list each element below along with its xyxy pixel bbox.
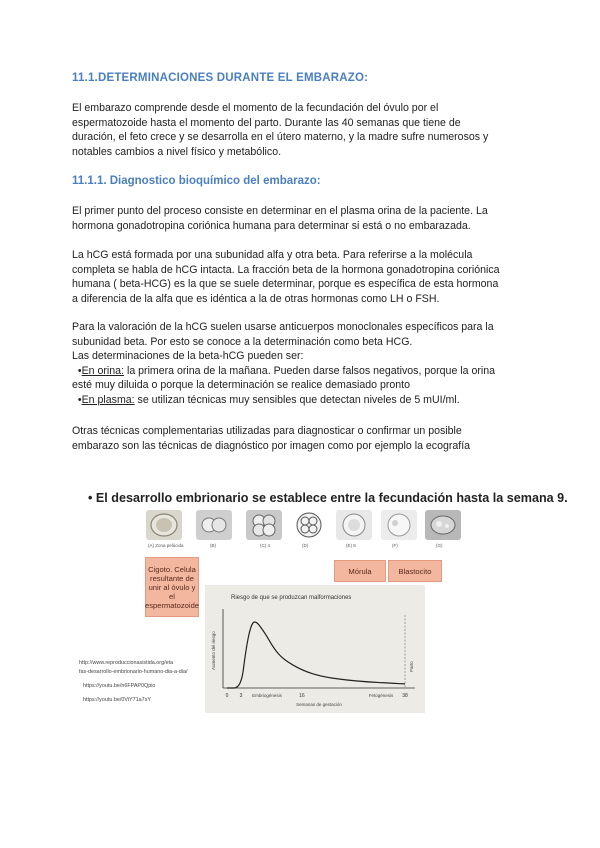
text-line: completa se habla de hCG intacta. La fracción beta de la hormona gonadotropina coriónica (72, 263, 500, 276)
paragraph-1 (72, 204, 530, 233)
reference-link[interactable]: http://www.reproduccionasistida.org/eta (79, 660, 174, 666)
embryo-stage-image (196, 510, 232, 540)
paragraph-4 (72, 424, 530, 453)
x-axis-label: Semanas de gestación (296, 702, 342, 707)
embryo-stage-image (291, 510, 327, 540)
embryo-stage-image (336, 510, 372, 540)
subsection-heading: 11.1.1. Diagnostico bioquímico del embarazo: (72, 175, 321, 187)
x-tick-label: 38 (402, 693, 408, 699)
text-line: Las determinaciones de la beta-hCG pueden ser: (72, 350, 304, 363)
text-line: embarazo son las técnicas de diagnóstico por imagen como por ejemplo la ecografía (72, 439, 471, 452)
text-line: hormona gonadotropina coriónica humana para determinar si está o no embarazada. (72, 219, 471, 232)
paragraph-2 (72, 248, 530, 306)
chart-title: Riesgo de que se produzcan malformaciones (231, 595, 352, 601)
text-line: notables cambios a nivel físico y metabólico. (72, 145, 282, 158)
figure-title: • El desarrollo embrionario se establece entre la fecundación hasta la semana 9. (88, 491, 568, 505)
parto-label: Parto (409, 661, 414, 672)
text-line: La hCG está formada por una subunidad alfa y otra beta. Para referirse a la molécula (72, 249, 473, 261)
blastocito-label-box: Blastocito (388, 560, 442, 582)
bullet-text: se utilizan técnicas muy sensibles que detectan niveles de 5 mUI/ml. (134, 393, 460, 406)
cigoto-label-box: Cigoto. Celula resultante de unir al óvulo y el espermatozoide (145, 557, 199, 617)
text-line: a diferencia de la alfa que es idéntica a la de otras hormonas como LH o FSH. (72, 292, 440, 305)
text-line: duración, el feto crece y se desarrolla en el útero materno, y la madre sufre numerosos y (72, 131, 489, 144)
text-line: espermatozoide hasta el momento del parto. Durante las 40 semanas que tiene de (72, 116, 461, 129)
text-line: esté muy diluida o porque la determinación se realice demasiado pronto (72, 379, 411, 392)
morula-label-box: Mórula (334, 560, 386, 582)
thumb-label: (E) 8 (346, 543, 356, 548)
reference-link[interactable]: https://youtu.be/n6FPAP0Qpio (83, 683, 156, 689)
bullet-orina: •En orina: la primera orina de la mañana. Pueden darse falsos negativos, porque la orina (72, 364, 496, 377)
thumb-label: (A) Zona pelúcida (148, 543, 184, 548)
region-label: Embriogénesis (252, 693, 282, 698)
thumb-label: (C) 4 (260, 543, 270, 548)
thumb-label: (B) (210, 543, 216, 548)
bullet-label: En plasma: (81, 393, 135, 406)
section-heading: 11.1.DETERMINACIONES DURANTE EL EMBARAZO: (72, 72, 369, 84)
thumb-label: (F) (392, 543, 398, 548)
x-tick-label: 16 (299, 693, 305, 699)
text-line: El primer punto del proceso consiste en determinar en el plasma orina de la paciente. La (72, 205, 488, 217)
paragraph-3 (72, 320, 530, 408)
thumb-label: (G) (436, 543, 443, 548)
text-line: humana ( beta-HCG) es la que se suele determinar, porque es específica de esta hormona (72, 278, 499, 291)
bullet-text: la primera orina de la mañana. Pueden darse falsos negativos, porque la orina (124, 364, 496, 377)
region-label: Fetogénesis (368, 693, 394, 698)
text-line: Para la valoración de la hCG suelen usarse anticuerpos monoclonales específicos para la (72, 321, 494, 333)
x-tick-label: 0 (225, 693, 229, 699)
y-axis-label: Aumento del riesgo (211, 631, 216, 670)
malformation-risk-chart (205, 585, 425, 713)
text-line: Otras técnicas complementarias utilizadas para diagnosticar o confirmar un posible (72, 425, 462, 437)
intro-paragraph (72, 101, 530, 159)
embryo-stage-image (381, 510, 417, 540)
text-line: El embarazo comprende desde el momento de la fecundación del óvulo por el (72, 102, 439, 114)
embryo-stage-image (425, 510, 461, 540)
reference-link[interactable]: https://youtu.be/0ViY71a7sY (83, 697, 151, 703)
thumb-label: (D) (302, 543, 309, 548)
bullet-label: En orina: (81, 364, 125, 377)
text-line: subunidad beta. Por esto se conoce a la determinación como beta HCG. (72, 335, 413, 348)
reference-link[interactable]: fas-desarrollo-embrionario-humano-dia-a-dia/ (79, 669, 188, 675)
x-tick-label: 3 (239, 693, 243, 699)
bullet-plasma: •En plasma: se utilizan técnicas muy sensibles que detectan niveles de 5 mUI/ml. (72, 393, 460, 406)
embryo-stage-image (246, 510, 282, 540)
embryo-stage-image (146, 510, 182, 540)
